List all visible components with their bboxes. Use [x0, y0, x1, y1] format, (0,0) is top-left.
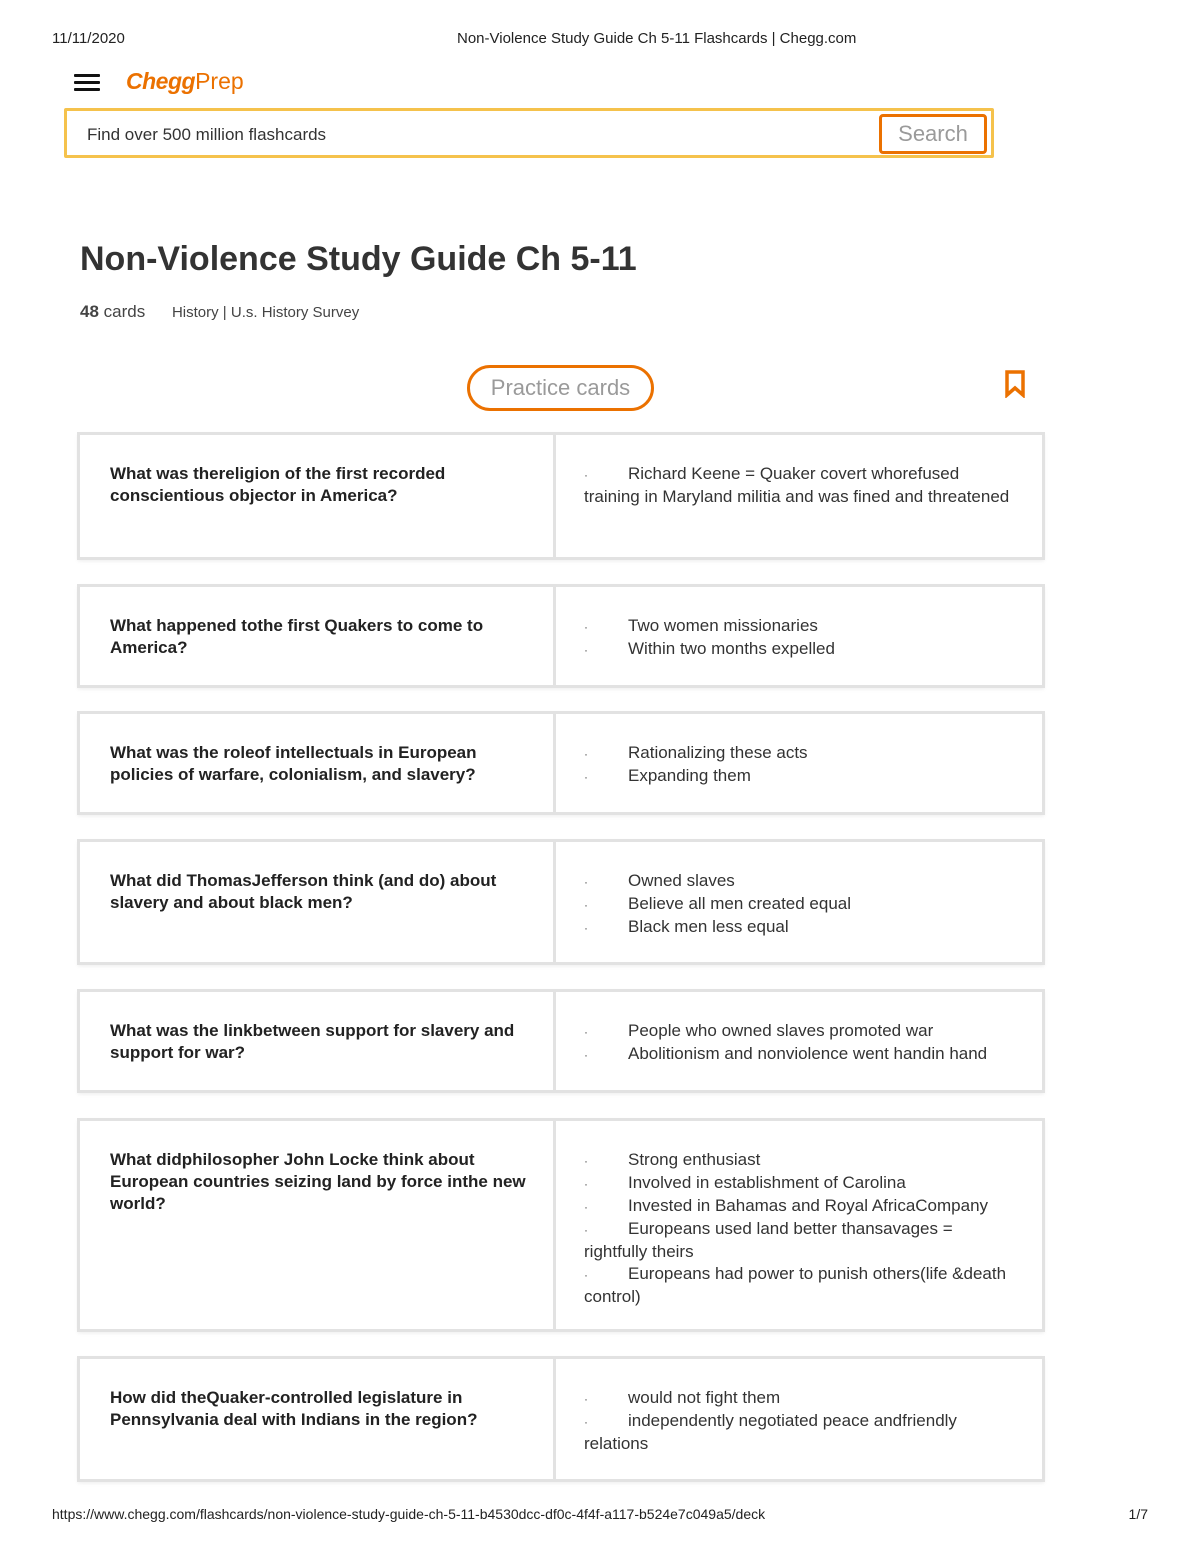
bullet-text: Invested in Bahamas and Royal AfricaCompany	[628, 1196, 989, 1215]
flashcard-term: What did ThomasJefferson think (and do) about slavery and about black men?	[80, 842, 556, 962]
flashcard[interactable]	[80, 587, 1042, 685]
bullet-dot-icon: ·	[584, 1200, 588, 1214]
flashcard[interactable]	[80, 842, 1042, 962]
print-header	[52, 30, 1148, 50]
bullet-text: Involved in establishment of Carolina	[628, 1173, 906, 1192]
definition-bullet	[584, 1172, 1018, 1195]
definition-bullet	[584, 1195, 1018, 1218]
bullet-text: Within two months expelled	[628, 639, 835, 658]
bullet-dot-icon: ·	[584, 1223, 588, 1237]
bullet-dot-icon: ·	[584, 1415, 588, 1429]
definition-bullet	[584, 615, 1018, 638]
flashcard-definition	[556, 1121, 1042, 1329]
flashcard-term: What was thereligion of the first recorded conscientious objector in America?	[80, 435, 556, 557]
bullet-dot-icon: ·	[584, 468, 588, 482]
deck-title: Non-Violence Study Guide Ch 5-11	[80, 240, 637, 278]
card-count: 48	[80, 302, 99, 321]
flashcard-term: What happened tothe first Quakers to come to America?	[80, 587, 556, 685]
print-page-title: Non-Violence Study Guide Ch 5-11 Flashcards | Chegg.com	[457, 30, 857, 47]
definition-bullet	[584, 870, 1018, 893]
flashcard-definition	[556, 1359, 1042, 1479]
flashcard[interactable]	[80, 714, 1042, 812]
definition-bullet	[584, 1387, 1018, 1410]
flashcard-definition	[556, 714, 1042, 812]
bullet-text: Black men less equal	[628, 917, 789, 936]
bullet-dot-icon: ·	[584, 1025, 588, 1039]
bullet-dot-icon: ·	[584, 620, 588, 634]
bullet-text: Two women missionaries	[628, 616, 818, 635]
definition-bullet	[584, 1218, 1018, 1263]
print-footer	[52, 1506, 1148, 1526]
bullet-text: Richard Keene = Quaker covert whorefused training in Maryland militia and was fined and threatened	[584, 464, 1010, 506]
flashcard[interactable]	[80, 1121, 1042, 1329]
bullet-text: Europeans had power to punish others(life &death control)	[584, 1264, 1007, 1306]
definition-bullet	[584, 742, 1018, 765]
bullet-text: Owned slaves	[628, 871, 735, 890]
definition-bullet	[584, 1043, 1018, 1066]
deck-subject[interactable]: History | U.s. History Survey	[171, 304, 360, 321]
definition-bullet	[584, 916, 1018, 939]
bullet-text: would not fight them	[628, 1388, 781, 1407]
bullet-dot-icon: ·	[584, 747, 588, 761]
bullet-dot-icon: ·	[584, 770, 588, 784]
flashcard[interactable]	[80, 435, 1042, 557]
bullet-dot-icon: ·	[584, 875, 588, 889]
bullet-dot-icon: ·	[584, 1268, 588, 1282]
practice-cards-button[interactable]: Practice cards	[467, 365, 654, 411]
print-date: 11/11/2020	[52, 30, 125, 47]
bullet-text: Europeans used land better thansavages = rightfully theirs	[584, 1219, 953, 1261]
flashcard-term: How did theQuaker-controlled legislature in Pennsylvania deal with Indians in the region?	[80, 1359, 556, 1479]
logo-chegg: Chegg	[126, 68, 196, 94]
definition-bullet	[584, 1149, 1018, 1172]
print-url: https://www.chegg.com/flashcards/non-violence-study-guide-ch-5-11-b4530dcc-df0c-4f4f-a117-b524e7c049a5/deck	[52, 1506, 766, 1522]
bullet-text: Expanding them	[628, 766, 751, 785]
search-bar	[64, 108, 994, 158]
flashcard-definition	[556, 992, 1042, 1090]
bullet-text: Rationalizing these acts	[628, 743, 808, 762]
flashcard-term: What didphilosopher John Locke think about European countries seizing land by force inthe new world?	[80, 1121, 556, 1329]
flashcard-term: What was the linkbetween support for slavery and support for war?	[80, 992, 556, 1090]
flashcard[interactable]	[80, 992, 1042, 1090]
definition-bullet	[584, 1410, 1018, 1455]
search-button[interactable]: Search	[879, 114, 987, 154]
bullet-dot-icon: ·	[584, 1392, 588, 1406]
search-input[interactable]	[85, 121, 869, 149]
definition-bullet	[584, 893, 1018, 916]
flashcard[interactable]	[80, 1359, 1042, 1479]
flashcard-term: What was the roleof intellectuals in European policies of warfare, colonialism, and slavery?	[80, 714, 556, 812]
bullet-dot-icon: ·	[584, 1154, 588, 1168]
bullet-dot-icon: ·	[584, 921, 588, 935]
bullet-text: independently negotiated peace andfriendly relations	[584, 1411, 957, 1453]
bullet-text: People who owned slaves promoted war	[628, 1021, 934, 1040]
print-page-number: 1/7	[1128, 1506, 1148, 1522]
definition-bullet	[584, 765, 1018, 788]
definition-bullet	[584, 1020, 1018, 1043]
deck-meta	[80, 302, 359, 322]
bullet-dot-icon: ·	[584, 1048, 588, 1062]
hamburger-menu-icon[interactable]	[74, 74, 100, 92]
logo-prep: Prep	[195, 68, 244, 94]
chegg-prep-logo[interactable]	[126, 68, 244, 95]
flashcard-definition	[556, 435, 1042, 557]
flashcard-definition	[556, 587, 1042, 685]
definition-bullet	[584, 638, 1018, 661]
definition-bullet	[584, 463, 1018, 508]
flashcard-definition	[556, 842, 1042, 962]
bullet-dot-icon: ·	[584, 1177, 588, 1191]
card-count-label: cards	[103, 302, 146, 321]
definition-bullet	[584, 1263, 1018, 1308]
bullet-dot-icon: ·	[584, 898, 588, 912]
bullet-text: Abolitionism and nonviolence went handin hand	[628, 1044, 988, 1063]
bullet-dot-icon: ·	[584, 643, 588, 657]
bookmark-icon[interactable]	[1004, 370, 1026, 398]
bullet-text: Strong enthusiast	[628, 1150, 761, 1169]
bullet-text: Believe all men created equal	[628, 894, 852, 913]
